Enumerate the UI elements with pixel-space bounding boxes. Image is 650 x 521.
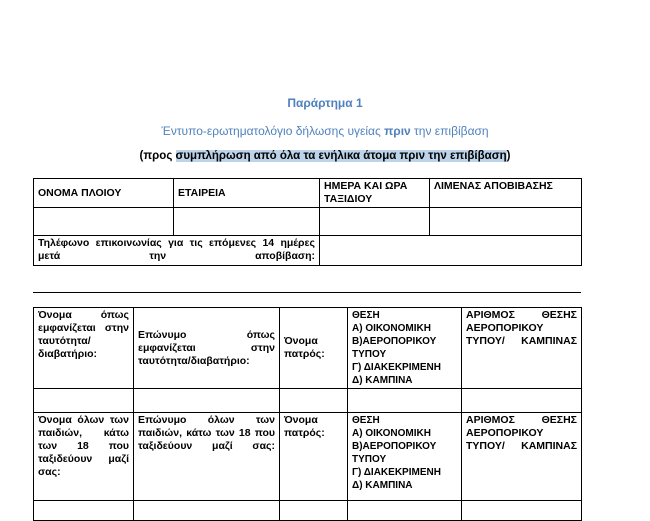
adult-seat-option[interactable]: Α) ΟΙΚΟΝΟΜΙΚΗ	[352, 323, 431, 334]
trip-info-table	[33, 178, 582, 266]
separator-line	[33, 292, 581, 293]
appendix-title: Παράρτημα 1	[287, 96, 363, 110]
instruction-highlight: συμπλήρωση από όλα τα ενήλικα άτομα πριν την επιβίβαση	[175, 150, 507, 162]
children-seat-option[interactable]: Γ) ΔΙΑΚΕΚΡΙΜΕΝΗ	[352, 467, 441, 478]
adult-seat-option[interactable]: Β)ΑΕΡΟΠΟΡΙΚΟΥ ΤΥΠΟΥ	[352, 336, 437, 360]
instruction-line	[0, 150, 650, 162]
adult-seat-field[interactable]	[348, 389, 462, 413]
instruction-open: (προς	[139, 150, 176, 162]
form-title	[0, 124, 650, 138]
adult-seat-number-label: ΑΡΙΘΜΟΣ ΘΕΣΗΣ ΑΕΡΟΠΟΡΙΚΟΥ ΤΥΠΟΥ/ ΚΑΜΠΙΝΑΣ	[462, 308, 582, 389]
company-field[interactable]	[174, 208, 320, 236]
adult-first-name-label: Όνομα όπως εμφανίζεται στην ταυτότητα/ διαβατήριο:	[34, 308, 134, 389]
form-title-pre: Έντυπο-ερωτηματολόγιο δήλωσης υγείας	[161, 124, 385, 138]
adult-seat-option[interactable]: Γ) ΔΙΑΚΕΚΡΙΜΕΝΗ	[352, 362, 441, 373]
adult-first-name-field[interactable]	[34, 389, 134, 413]
adult-seat-title: ΘΕΣΗ	[352, 310, 380, 321]
adult-surname-field[interactable]	[134, 389, 280, 413]
port-field[interactable]	[430, 208, 582, 236]
adult-father-label: Όνομα πατρός:	[280, 308, 348, 389]
children-seat-option[interactable]: Β)ΑΕΡΟΠΟΡΙΚΟΥ ΤΥΠΟΥ	[352, 441, 437, 465]
instruction-close: )	[506, 150, 511, 162]
adult-father-field[interactable]	[280, 389, 348, 413]
date-time-field[interactable]	[320, 208, 430, 236]
ship-name-header: ΟΝΟΜΑ ΠΛΟΙΟΥ	[34, 179, 174, 208]
company-header: ΕΤΑΙΡΕΙΑ	[174, 179, 320, 208]
adult-seat-number-field[interactable]	[462, 389, 582, 413]
ship-name-field[interactable]	[34, 208, 174, 236]
children-seat-title: ΘΕΣΗ	[352, 415, 380, 426]
phone-label: Τηλέφωνο επικοινωνίας για τις επόμενες 14 ημέρες μετά την αποβίβαση:	[34, 236, 320, 266]
children-father-label: Όνομα πατρός:	[280, 413, 348, 501]
children-seat-option[interactable]: Α) ΟΙΚΟΝΟΜΙΚΗ	[352, 428, 431, 439]
children-surname-label: Επώνυμο όλων των παιδιών, κάτω των 18 που ταξιδεύουν μαζί σας:	[134, 413, 280, 501]
children-seat-number-label: ΑΡΙΘΜΟΣ ΘΕΣΗΣ ΑΕΡΟΠΟΡΙΚΟΥ ΤΥΠΟΥ/ ΚΑΜΠΙΝΑΣ	[462, 413, 582, 501]
phone-field[interactable]	[320, 236, 582, 266]
passenger-table	[33, 307, 582, 521]
children-first-name-label: Όνομα όλων των παιδιών, κάτω των 18 που ταξιδεύουν μαζί σας:	[34, 413, 134, 501]
form-title-post: την επιβίβαση	[410, 124, 489, 138]
adult-surname-label: Επώνυμο όπως εμφανίζεται στην ταυτότητα/διαβατήριο:	[134, 308, 280, 389]
children-seat-cell	[348, 413, 462, 501]
children-seat-option[interactable]: Δ) ΚΑΜΠΙΝΑ	[352, 480, 413, 491]
date-time-header: ΗΜΕΡΑ ΚΑΙ ΩΡΑ ΤΑΞΙΔΙΟΥ	[320, 179, 430, 208]
port-header: ΛΙΜΕΝΑΣ ΑΠΟΒΙΒΑΣΗΣ	[430, 179, 582, 208]
adult-seat-cell	[348, 308, 462, 389]
adult-seat-option[interactable]: Δ) ΚΑΜΠΙΝΑ	[352, 375, 413, 386]
form-title-bold: πριν	[384, 124, 411, 138]
